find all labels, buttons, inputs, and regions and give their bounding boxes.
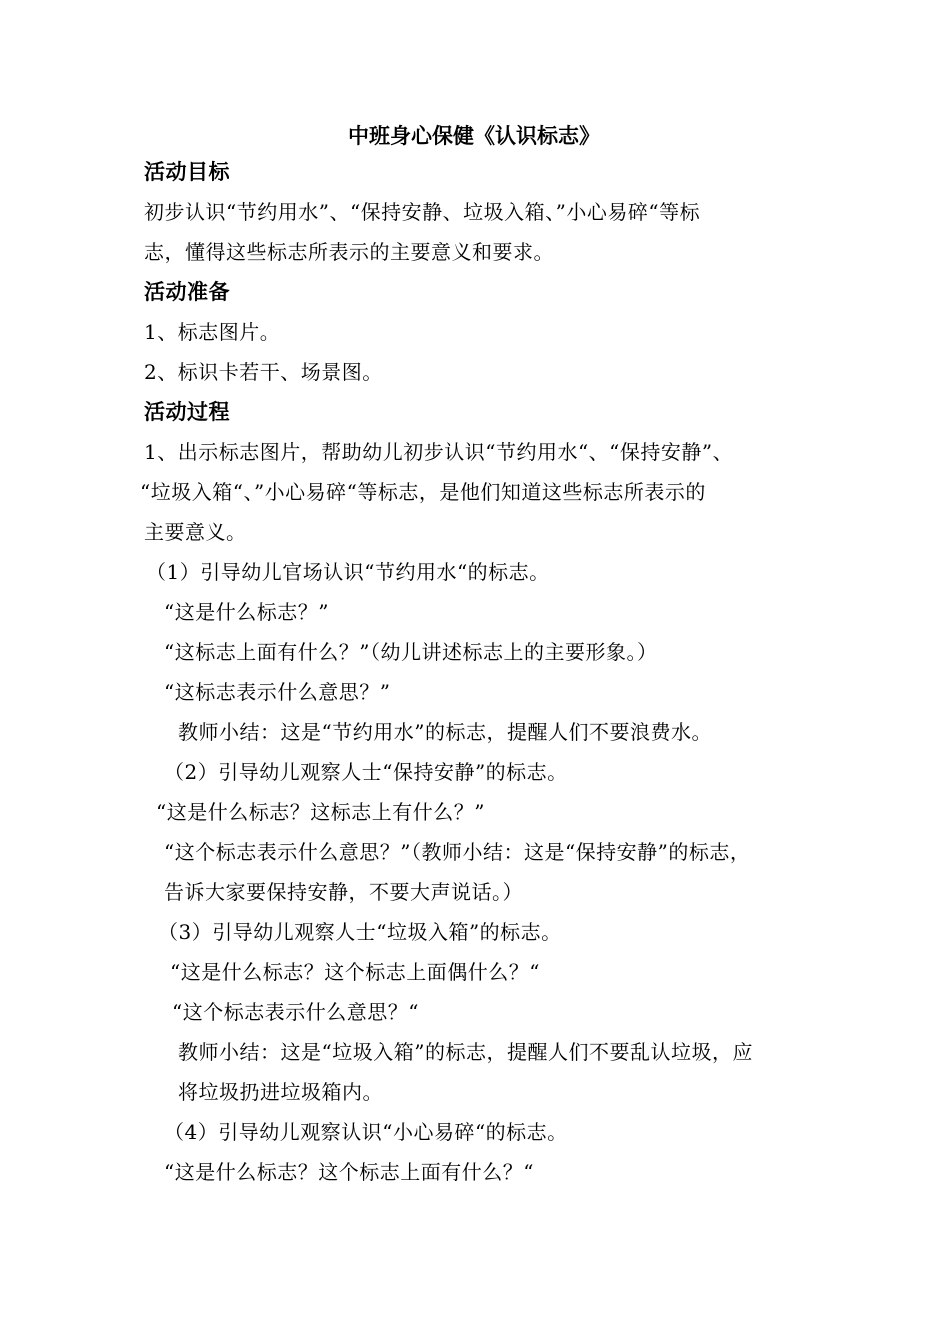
paragraph-line: “这标志上面有什么？”（幼儿讲述标志上的主要形象。） xyxy=(164,640,658,664)
paragraph-line: 教师小结：这是“垃圾入箱”的标志，提醒人们不要乱认垃圾，应 xyxy=(178,1040,753,1064)
paragraph-line: 教师小结：这是“节约用水”的标志，提醒人们不要浪费水。 xyxy=(178,720,712,744)
paragraph-line: “这是什么标志？” xyxy=(164,600,329,624)
paragraph-line: 1、出示标志图片，帮助幼儿初步认识“节约用水“、“保持安静”、 xyxy=(144,440,734,464)
paragraph-line: 主要意义。 xyxy=(144,520,247,544)
paragraph-line: 将垃圾扔进垃圾箱内。 xyxy=(178,1080,383,1104)
paragraph-line: “这个标志表示什么意思？“ xyxy=(172,1000,419,1024)
paragraph-line: 初步认识“节约用水”、“保持安静、垃圾入箱、”小心易碎“等标 xyxy=(144,200,701,224)
paragraph-line: “这个标志表示什么意思？”（教师小结：这是“保持安静”的标志， xyxy=(164,840,751,864)
paragraph-line: “这是什么标志？这标志上有什么？” xyxy=(156,800,485,824)
paragraph-line: （3）引导幼儿观察人士“垃圾入箱”的标志。 xyxy=(158,920,562,944)
paragraph-line: （4）引导幼儿观察认识“小心易碎“的标志。 xyxy=(164,1120,568,1144)
paragraph-line: “这是什么标志？这个标志上面偶什么？“ xyxy=(170,960,540,984)
paragraph-line: 告诉大家要保持安静，不要大声说话。） xyxy=(164,880,523,904)
paragraph-line: “垃圾入箱“、”小心易碎“等标志，是他们知道这些标志所表示的 xyxy=(140,480,706,504)
section-heading-goals: 活动目标 xyxy=(144,159,230,184)
paragraph-line: 志，懂得这些标志所表示的主要意义和要求。 xyxy=(144,240,554,264)
paragraph-line: （1）引导幼儿官场认识“节约用水“的标志。 xyxy=(146,560,550,584)
paragraph-line: “这标志表示什么意思？” xyxy=(164,680,391,704)
section-heading-process: 活动过程 xyxy=(144,399,230,424)
paragraph-line: “这是什么标志？这个标志上面有什么？“ xyxy=(164,1160,534,1184)
section-heading-preparation: 活动准备 xyxy=(144,279,230,304)
paragraph-line: 2、标识卡若干、场景图。 xyxy=(144,360,383,384)
paragraph-line: （2）引导幼儿观察人士“保持安静”的标志。 xyxy=(164,760,568,784)
paragraph-line: 1、标志图片。 xyxy=(144,320,281,344)
document-title: 中班身心保健《认识标志》 xyxy=(348,123,600,148)
